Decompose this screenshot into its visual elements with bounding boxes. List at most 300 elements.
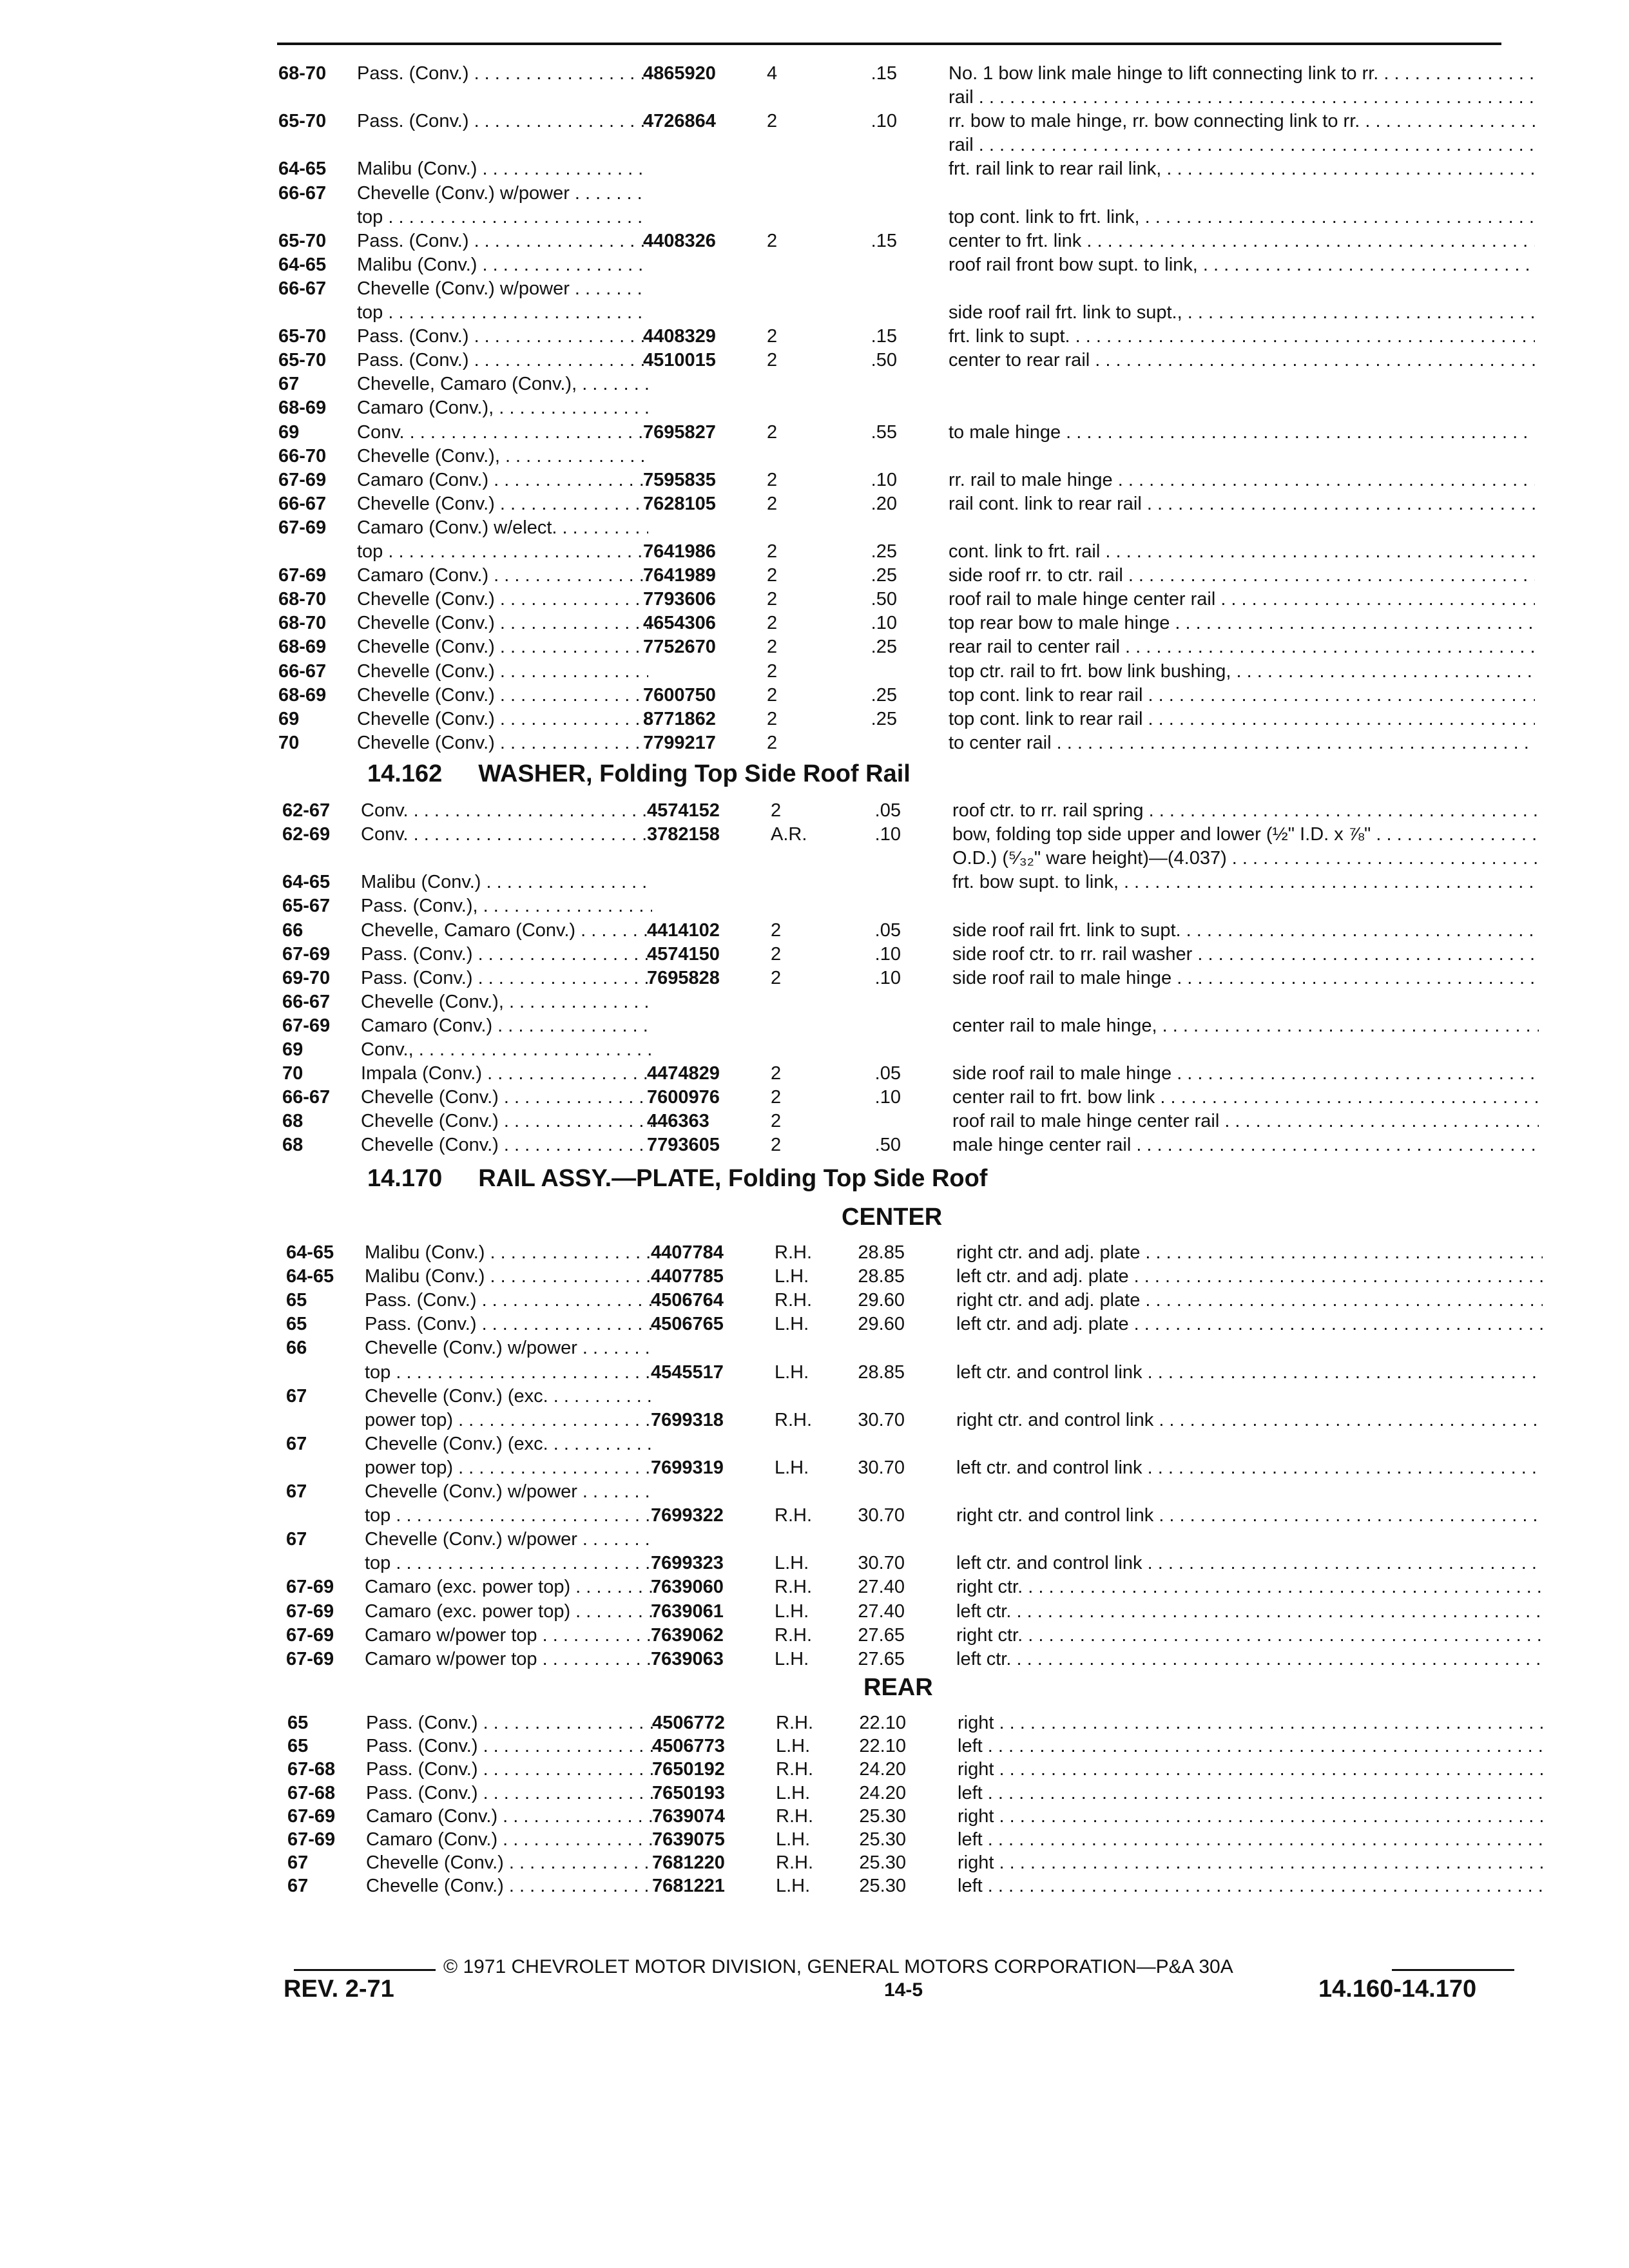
quantity: R.H. <box>775 1577 812 1598</box>
part-row <box>278 349 1514 372</box>
part-number: 7699323 <box>651 1553 724 1574</box>
usage-description: No. 1 bow link male hinge to lift connecting link to rr. . . . <box>949 62 1535 85</box>
part-row <box>286 1624 1514 1647</box>
usage-description: left . . . <box>958 1782 1544 1805</box>
rear-heading: REAR <box>863 1674 933 1701</box>
price: .10 <box>874 824 901 845</box>
part-row <box>282 1038 1514 1061</box>
model-name: Chevelle (Conv.) (exc. . . . <box>365 1385 656 1408</box>
usage-description: rail . . . <box>949 133 1535 157</box>
quantity: 2 <box>771 1063 782 1084</box>
model-year: 65-70 <box>278 230 327 251</box>
price: 24.20 <box>859 1759 906 1780</box>
part-row <box>286 1648 1514 1671</box>
usage-description: top ctr. rail to frt. bow link bushing, . . . <box>949 660 1535 683</box>
price: .50 <box>871 350 897 371</box>
model-name: Pass. (Conv.) . . . <box>357 229 648 253</box>
model-name: Camaro (Conv.) . . . <box>366 1805 657 1828</box>
top-rule <box>277 43 1501 45</box>
section-name: WASHER, Folding Top Side Roof Rail <box>478 760 911 787</box>
quantity: L.H. <box>775 1553 809 1574</box>
part-row <box>278 133 1514 157</box>
model-name: top . . . <box>365 1504 656 1527</box>
part-row <box>286 1408 1514 1432</box>
part-number: 7793605 <box>647 1135 720 1156</box>
model-name: Chevelle (Conv.) . . . <box>357 611 648 635</box>
usage-description: O.D.) (⁵⁄₃₂" ware height)—(4.037) . . . <box>952 847 1539 870</box>
price: .05 <box>874 1063 901 1084</box>
usage-description: right ctr. . . . <box>956 1624 1543 1647</box>
part-number: 7639074 <box>652 1805 725 1827</box>
model-name: Camaro (Conv.) . . . <box>357 564 648 587</box>
part-row <box>278 731 1514 754</box>
part-number: 4408326 <box>643 230 716 251</box>
usage-description: roof rail to male hinge center rail . . . <box>949 588 1535 611</box>
quantity: 2 <box>767 565 778 586</box>
usage-description: side roof rail frt. link to supt., . . . <box>949 301 1535 324</box>
model-year: 68-70 <box>278 613 327 634</box>
model-name: Pass. (Conv.) . . . <box>361 943 652 966</box>
model-name: Malibu (Conv.) . . . <box>357 253 648 276</box>
part-number: 7681220 <box>652 1852 725 1874</box>
model-name: Malibu (Conv.) . . . <box>357 157 648 180</box>
price: .25 <box>871 637 897 658</box>
usage-description: rr. bow to male hinge, rr. bow connecting link to rr. . . . <box>949 110 1535 133</box>
section-range: 14.160-14.170 <box>1318 1975 1477 2003</box>
price: .15 <box>871 230 897 251</box>
part-row <box>278 421 1514 444</box>
part-row <box>282 1133 1514 1157</box>
usage-description: right ctr. and adj. plate . . . <box>956 1289 1543 1312</box>
usage-description: right ctr. . . . <box>956 1575 1543 1599</box>
price: 30.70 <box>858 1505 905 1526</box>
model-year: 67 <box>287 1852 309 1874</box>
part-row <box>282 1014 1514 1037</box>
part-number: 4506772 <box>652 1713 725 1733</box>
usage-description: left ctr. . . . <box>956 1648 1543 1671</box>
usage-description: center rail to frt. bow link . . . <box>952 1086 1539 1109</box>
model-name: Chevelle (Conv.) . . . <box>357 635 648 658</box>
part-row <box>278 660 1514 683</box>
part-row <box>287 1828 1514 1851</box>
price: .20 <box>871 493 897 514</box>
page-number: 14-5 <box>884 1979 923 2001</box>
part-row <box>282 799 1514 822</box>
price: 24.20 <box>859 1782 906 1803</box>
usage-description: frt. rail link to rear rail link, . . . <box>949 157 1535 180</box>
model-name: Pass. (Conv.) . . . <box>366 1758 657 1781</box>
model-year: 67-69 <box>287 1829 336 1850</box>
quantity: R.H. <box>776 1713 813 1733</box>
part-row <box>286 1289 1514 1312</box>
model-name: Camaro w/power top . . . <box>365 1648 656 1671</box>
model-name: Pass. (Conv.) . . . <box>357 62 648 85</box>
usage-description: right ctr. and control link . . . <box>956 1504 1543 1527</box>
model-year: 69 <box>278 421 300 443</box>
model-name: top . . . <box>365 1552 656 1575</box>
part-row <box>287 1805 1514 1828</box>
price: 30.70 <box>858 1553 905 1574</box>
model-name: Malibu (Conv.) . . . <box>365 1241 656 1264</box>
price: 29.60 <box>858 1290 905 1311</box>
revision-label: REV. 2-71 <box>284 1975 394 2003</box>
usage-description: cont. link to frt. rail . . . <box>949 540 1535 563</box>
model-year: 69-70 <box>282 967 331 988</box>
model-name: Camaro (Conv.), . . . <box>357 396 648 419</box>
usage-description: side roof rr. to ctr. rail . . . <box>949 564 1535 587</box>
quantity: 2 <box>767 230 778 251</box>
part-row <box>286 1265 1514 1288</box>
model-name: top . . . <box>357 206 648 229</box>
model-name: Chevelle (Conv.) . . . <box>357 684 648 707</box>
model-name: Pass. (Conv.) . . . <box>357 349 648 372</box>
usage-description: left ctr. . . . <box>956 1600 1543 1623</box>
model-name: Chevelle, Camaro (Conv.) . . . <box>361 919 652 942</box>
section-name: RAIL ASSY.—PLATE, Folding Top Side Roof <box>478 1165 988 1192</box>
part-number: 7639060 <box>651 1577 724 1598</box>
usage-description: male hinge center rail . . . <box>952 1133 1539 1157</box>
model-year: 67 <box>286 1529 307 1550</box>
usage-description: left ctr. and control link . . . <box>956 1456 1543 1479</box>
model-year: 65 <box>287 1736 309 1757</box>
usage-description: side roof rail to male hinge . . . <box>952 966 1539 990</box>
quantity: L.H. <box>776 1876 811 1897</box>
model-name: Chevelle (Conv.) . . . <box>366 1851 657 1874</box>
quantity: L.H. <box>776 1736 811 1757</box>
model-name: Pass. (Conv.) . . . <box>366 1735 657 1758</box>
section-number: 14.162 <box>367 760 443 787</box>
price: .25 <box>871 541 897 562</box>
price: .25 <box>871 684 897 706</box>
model-year: 66-67 <box>278 493 327 514</box>
usage-description: rr. rail to male hinge . . . <box>949 468 1535 492</box>
quantity: 2 <box>767 684 778 706</box>
section-title-14-170 <box>367 1165 987 1193</box>
model-name: Chevelle (Conv.) . . . <box>357 707 648 731</box>
part-number: 4510015 <box>643 350 716 371</box>
price: 29.60 <box>858 1314 905 1335</box>
quantity: 2 <box>767 469 778 490</box>
model-year: 68 <box>282 1135 304 1156</box>
price: .10 <box>871 613 897 634</box>
part-row <box>286 1600 1514 1623</box>
model-name: Pass. (Conv.) . . . <box>366 1782 657 1805</box>
part-row <box>286 1504 1514 1527</box>
model-name: Pass. (Conv.) . . . <box>361 966 652 990</box>
quantity: 2 <box>767 421 778 443</box>
part-number: 8771862 <box>643 708 716 729</box>
part-number: 4574150 <box>647 943 720 965</box>
model-year: 68-69 <box>278 637 327 658</box>
usage-description: frt. bow supt. to link, . . . <box>952 870 1539 894</box>
part-row <box>282 1110 1514 1133</box>
usage-description: frt. link to supt. . . . <box>949 325 1535 348</box>
model-year: 66-67 <box>282 991 331 1012</box>
quantity: R.H. <box>776 1852 813 1874</box>
part-number: 4506773 <box>652 1736 725 1757</box>
model-name: Chevelle (Conv.), . . . <box>357 445 648 468</box>
part-number: 7699319 <box>651 1457 724 1478</box>
part-number: 7695828 <box>647 967 720 988</box>
section-number: 14.170 <box>367 1165 443 1192</box>
part-row <box>286 1385 1514 1408</box>
quantity: 2 <box>767 660 778 682</box>
model-name: Camaro (Conv.) . . . <box>357 468 648 492</box>
part-number: 4726864 <box>643 111 716 132</box>
quantity: 2 <box>767 613 778 634</box>
part-row <box>278 277 1514 300</box>
part-row <box>278 182 1514 205</box>
part-number: 4474829 <box>647 1063 720 1084</box>
quantity: 4 <box>767 63 778 84</box>
price: .50 <box>874 1135 901 1156</box>
model-name: top . . . <box>357 301 648 324</box>
model-name: Camaro w/power top . . . <box>365 1624 656 1647</box>
part-number: 3782158 <box>647 824 720 845</box>
model-name: Impala (Conv.) . . . <box>361 1062 652 1085</box>
part-number: 7681221 <box>652 1876 725 1897</box>
usage-description: center to frt. link . . . <box>949 229 1535 253</box>
quantity: R.H. <box>776 1759 813 1780</box>
model-name: Pass. (Conv.) . . . <box>366 1711 657 1735</box>
model-name: Chevelle (Conv.) w/power . . . <box>365 1336 656 1360</box>
quantity: R.H. <box>775 1624 812 1646</box>
part-row <box>286 1528 1514 1551</box>
usage-description: bow, folding top side upper and lower (½" I.D. x ⅞" . . . <box>952 823 1539 846</box>
model-name: power top) . . . <box>365 1456 656 1479</box>
part-number: 4865920 <box>643 63 716 84</box>
price: 22.10 <box>859 1736 906 1757</box>
usage-description: right . . . <box>958 1758 1544 1781</box>
part-number: 4654306 <box>643 613 716 634</box>
quantity: 2 <box>767 111 778 132</box>
price: .25 <box>871 708 897 729</box>
part-row <box>282 966 1514 990</box>
model-year: 70 <box>282 1063 304 1084</box>
part-row <box>278 157 1514 180</box>
quantity: 2 <box>771 800 782 821</box>
usage-description: right . . . <box>958 1805 1544 1828</box>
part-number: 4407784 <box>651 1242 724 1263</box>
price: 27.40 <box>858 1577 905 1598</box>
center-heading: CENTER <box>842 1204 943 1231</box>
model-name: Chevelle (Conv.) . . . <box>361 1110 652 1133</box>
model-year: 64-65 <box>278 159 327 180</box>
part-number: 4506765 <box>651 1314 724 1335</box>
model-year: 64-65 <box>282 872 331 893</box>
part-number: 4407785 <box>651 1266 724 1287</box>
quantity: 2 <box>771 943 782 965</box>
model-name: Chevelle (Conv.) . . . <box>361 1086 652 1109</box>
part-row <box>278 468 1514 492</box>
price: 28.85 <box>858 1361 905 1383</box>
quantity: 2 <box>771 919 782 941</box>
quantity: 2 <box>771 1087 782 1108</box>
section-title-14-162 <box>367 760 911 788</box>
price: 27.65 <box>858 1648 905 1669</box>
part-number: 4414102 <box>647 919 720 941</box>
model-year: 68-70 <box>278 63 327 84</box>
model-name: Conv. . . . <box>361 823 652 846</box>
part-number: 4545517 <box>651 1361 724 1383</box>
model-year: 66-70 <box>278 445 327 466</box>
usage-description: left . . . <box>958 1874 1544 1898</box>
model-year: 65-67 <box>282 896 331 917</box>
model-name: power top) . . . <box>365 1408 656 1432</box>
model-name: Chevelle (Conv.) . . . <box>361 1133 652 1157</box>
model-year: 67 <box>286 1433 307 1454</box>
price: .10 <box>874 1087 901 1108</box>
price: 30.70 <box>858 1457 905 1478</box>
model-year: 67-69 <box>286 1577 334 1598</box>
part-number: 7639061 <box>651 1600 724 1622</box>
model-year: 66-67 <box>278 278 327 299</box>
part-row <box>278 588 1514 611</box>
usage-description: top cont. link to rear rail . . . <box>949 684 1535 707</box>
usage-description: rail cont. link to rear rail . . . <box>949 492 1535 515</box>
model-year: 64-65 <box>286 1266 334 1287</box>
part-row <box>278 564 1514 587</box>
model-year: 67-69 <box>286 1624 334 1646</box>
usage-description: left . . . <box>958 1828 1544 1851</box>
model-year: 67-69 <box>278 469 327 490</box>
model-year: 68-70 <box>278 589 327 610</box>
price: 28.85 <box>858 1242 905 1263</box>
part-number: 7650193 <box>652 1782 725 1803</box>
quantity: L.H. <box>775 1361 809 1383</box>
part-row <box>287 1711 1514 1735</box>
model-name: Conv. . . . <box>361 799 652 822</box>
part-row <box>282 1086 1514 1109</box>
quantity: 2 <box>767 493 778 514</box>
part-row <box>286 1456 1514 1479</box>
usage-description: roof rail to male hinge center rail . . . <box>952 1110 1539 1133</box>
model-name: Chevelle (Conv.) w/power . . . <box>365 1528 656 1551</box>
quantity: 2 <box>767 350 778 371</box>
part-row <box>278 635 1514 658</box>
usage-description: center rail to male hinge, . . . <box>952 1014 1539 1037</box>
model-name: top . . . <box>357 540 648 563</box>
price: .10 <box>871 111 897 132</box>
part-row <box>278 325 1514 348</box>
quantity: L.H. <box>775 1457 809 1478</box>
part-number: 7650192 <box>652 1759 725 1780</box>
quantity: L.H. <box>775 1314 809 1335</box>
part-number: 4506764 <box>651 1290 724 1311</box>
usage-description: center to rear rail . . . <box>949 349 1535 372</box>
part-row <box>278 492 1514 515</box>
model-year: 67-69 <box>287 1805 336 1827</box>
model-name: Pass. (Conv.) . . . <box>357 110 648 133</box>
model-name: Pass. (Conv.) . . . <box>365 1289 656 1312</box>
part-row <box>287 1874 1514 1898</box>
model-name: Conv. . . . <box>357 421 648 444</box>
model-name: Chevelle (Conv.), . . . <box>361 990 652 1014</box>
quantity: R.H. <box>775 1242 812 1263</box>
quantity: R.H. <box>775 1505 812 1526</box>
model-name: Chevelle (Conv.) . . . <box>357 731 648 754</box>
part-number: 7641986 <box>643 541 716 562</box>
model-name: Chevelle (Conv.) w/power . . . <box>365 1480 656 1503</box>
model-year: 66 <box>282 919 304 941</box>
model-year: 67-69 <box>278 565 327 586</box>
model-year: 64-65 <box>286 1242 334 1263</box>
price: .50 <box>871 589 897 610</box>
usage-description: right ctr. and control link . . . <box>956 1408 1543 1432</box>
model-name: Camaro (Conv.) . . . <box>366 1828 657 1851</box>
quantity: 2 <box>771 1111 782 1132</box>
model-year: 67 <box>286 1385 307 1407</box>
part-row <box>278 206 1514 229</box>
quantity: 2 <box>767 541 778 562</box>
usage-description: left ctr. and adj. plate . . . <box>956 1312 1543 1336</box>
part-row <box>278 372 1514 396</box>
model-name: Malibu (Conv.) . . . <box>365 1265 656 1288</box>
model-name: Camaro (Conv.) . . . <box>361 1014 652 1037</box>
part-row <box>278 229 1514 253</box>
part-row <box>278 396 1514 419</box>
part-number: 7695827 <box>643 421 716 443</box>
part-row <box>278 110 1514 133</box>
model-name: Pass. (Conv.) . . . <box>365 1312 656 1336</box>
part-row <box>286 1552 1514 1575</box>
model-year: 67-69 <box>286 1600 334 1622</box>
model-year: 65 <box>287 1713 309 1733</box>
usage-description: to male hinge . . . <box>949 421 1535 444</box>
part-row <box>282 1062 1514 1085</box>
part-number: 7628105 <box>643 493 716 514</box>
model-year: 67-69 <box>282 943 331 965</box>
model-name: Camaro (Conv.) w/elect. . . . <box>357 516 648 539</box>
price: 27.65 <box>858 1624 905 1646</box>
part-row <box>287 1782 1514 1805</box>
quantity: L.H. <box>775 1600 809 1622</box>
price: .10 <box>874 943 901 965</box>
model-year: 64-65 <box>278 254 327 275</box>
model-year: 67-68 <box>287 1759 336 1780</box>
price: 25.30 <box>859 1805 906 1827</box>
price: .10 <box>874 967 901 988</box>
quantity: L.H. <box>775 1266 809 1287</box>
part-number: 7595835 <box>643 469 716 490</box>
model-year: 66-67 <box>278 660 327 682</box>
part-number: 7699322 <box>651 1505 724 1526</box>
price: .05 <box>874 919 901 941</box>
quantity: 2 <box>767 732 778 753</box>
part-row <box>282 919 1514 942</box>
part-number: 7600976 <box>647 1087 720 1108</box>
model-year: 67 <box>278 374 300 395</box>
model-year: 67-69 <box>278 517 327 538</box>
part-row <box>286 1480 1514 1503</box>
price: .10 <box>871 469 897 490</box>
model-year: 69 <box>282 1039 304 1060</box>
model-year: 68-69 <box>278 398 327 419</box>
quantity: 2 <box>767 589 778 610</box>
model-year: 69 <box>278 708 300 729</box>
part-number: 7699318 <box>651 1409 724 1430</box>
part-row <box>287 1735 1514 1758</box>
price: 25.30 <box>859 1829 906 1850</box>
part-row <box>278 445 1514 468</box>
model-name: Pass. (Conv.) . . . <box>357 325 648 348</box>
part-row <box>282 990 1514 1014</box>
footer-rule-right <box>1392 1969 1514 1971</box>
model-year: 66-67 <box>278 182 327 204</box>
price: .15 <box>871 326 897 347</box>
usage-description: side roof ctr. to rr. rail washer . . . <box>952 943 1539 966</box>
part-row <box>286 1432 1514 1456</box>
